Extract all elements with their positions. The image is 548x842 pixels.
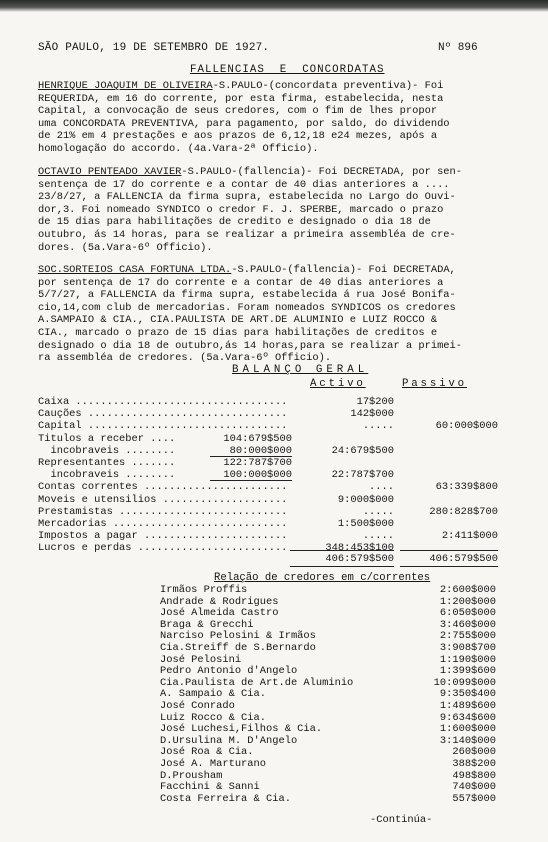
creditor-name: Costa Ferreira & Cia.	[160, 792, 291, 805]
creditor-value: 1:489$600	[439, 700, 496, 712]
balance-activo-value: .....	[362, 420, 394, 433]
creditor-name: Cia.Paulista de Art.de Aluminio	[160, 676, 354, 689]
balance-passivo-value: 2:411$000	[441, 530, 498, 543]
balance-activo-value: 17$200	[356, 396, 394, 408]
entry-line: 5/7/27, a FALLENCIA da firma supra, estabelecida á rua José Bonifa-	[38, 289, 456, 302]
balance-activo-value: .....	[362, 530, 394, 543]
balance-sum-rule-activo	[290, 550, 394, 551]
entry-line: cio,14,com club de mercadorias. Foram nomeados SYNDICOS os credores	[38, 301, 456, 314]
entry-line: de 21% em 4 prestações e aos prazos de 6,12,18 e24 mezes, após a	[38, 130, 438, 143]
balance-sum-rule-passivo	[400, 550, 498, 551]
balance-title: BALANÇO GERAL	[232, 364, 369, 376]
balance-row: Cauções ................................	[38, 408, 288, 421]
creditor-row	[160, 758, 496, 770]
creditor-name: José A. Marturano	[160, 758, 267, 770]
creditor-value: 740$000	[452, 781, 496, 794]
creditor-row	[160, 700, 496, 712]
balance-row: incobraveis ........	[38, 469, 176, 482]
balance-col-activo: Activo	[310, 378, 366, 390]
entry-line: CIA., marcado o prazo de 15 dias para habilitações de creditos e	[38, 326, 438, 339]
balance-total-activo: 406:579$500	[325, 553, 394, 565]
entry-line: -S.PAULO-(fallencia)- Foi DECRETADA,	[231, 264, 456, 276]
balance-row: Capital ................................	[38, 420, 288, 433]
entry-line: 23/8/27, a FALLENCIA da firma supra, estabelecida no Largo do Ouvi-	[38, 191, 456, 204]
creditor-row	[160, 654, 496, 666]
entry-line: outubro, ás 14 horas, para se realizar a primeira assembléa de cre-	[38, 228, 456, 241]
balance-row: Moveis e utensilios ....................	[38, 493, 288, 506]
creditor-value: 1:200$000	[439, 595, 496, 608]
creditor-value: 260$000	[452, 746, 496, 759]
creditor-name: D.Prousham	[160, 769, 223, 782]
creditor-value: 3:460$000	[439, 618, 496, 631]
balance-passivo-value: 280:828$700	[429, 505, 498, 518]
creditor-row	[160, 619, 496, 631]
creditor-value: 498$800	[452, 769, 496, 782]
balance-total-underline-activo	[290, 566, 394, 567]
entry-line: de 15 dias para habilitações de credito e designado o dia 18 de	[38, 216, 431, 229]
creditor-row	[160, 688, 496, 700]
creditor-value: 1:600$000	[439, 723, 496, 736]
balance-row: Representantes .......	[38, 457, 176, 469]
creditor-row	[160, 770, 496, 782]
balance-activo-value: 22:787$700	[331, 469, 394, 482]
header-number: Nº 896	[438, 42, 478, 54]
entry-line: uma CONCORDATA PREVENTIVA, para pagamento, por saldo, do dividendo	[38, 117, 450, 130]
creditor-row	[160, 665, 496, 677]
creditor-value: 10:099$000	[433, 676, 496, 689]
balance-row: incobraveis ........	[38, 444, 176, 457]
balance-activo-value: 142$000	[350, 408, 394, 421]
entry-line: REQUERIDA, em 16 do corrente, por esta firma, estabelecida, nesta	[38, 92, 444, 105]
entry-name: HENRIQUE JOAQUIM DE OLIVEIRA	[38, 80, 213, 92]
entry-octavio	[38, 166, 534, 254]
entry-line: por sentença de 17 do corrente e a contar de 40 dias anteriores a	[38, 276, 444, 289]
entry-line: -S.PAULO-(fallencia)- Foi DECRETADA, por sen-	[181, 166, 463, 178]
creditor-name: Pedro Antonio d'Angelo	[160, 665, 298, 678]
creditor-row	[160, 642, 496, 654]
creditor-name: Braga & Grecchi	[160, 618, 254, 631]
entry-line: homologação do accordo. (4a.Vara-2ª Officio).	[38, 142, 319, 155]
balance-activo-value: 1:500$000	[337, 518, 394, 530]
creditor-value: 2:755$000	[439, 630, 496, 643]
creditor-value: 557$000	[452, 792, 496, 805]
entry-line: designado o dia 18 de outubro,ás 14 horas,para se realizar a primei-	[38, 339, 463, 352]
creditor-value: 2:600$000	[439, 584, 496, 596]
balance-subvalue: 122:787$700	[223, 457, 292, 469]
balance-passivo-value: 63:339$800	[435, 481, 498, 494]
creditor-value: 388$200	[452, 758, 496, 770]
creditor-name: Luiz Rocco & Cia.	[160, 711, 267, 724]
balance-subvalue: 104:679$500	[223, 432, 292, 445]
creditor-name: José Conrado	[160, 700, 235, 712]
creditor-row	[160, 781, 496, 793]
continua-note: -Continúa-	[370, 814, 433, 826]
creditor-row	[160, 596, 496, 608]
entry-line: dores. (5a.Vara-6º Officio).	[38, 241, 213, 254]
entry-soc-sorteios	[38, 264, 534, 365]
creditor-row	[160, 630, 496, 642]
balance-row: Mercadorias ............................	[38, 518, 288, 530]
balance-activo-value: 24:679$500	[331, 444, 394, 457]
balance-activo-value: 348:453$100	[325, 542, 394, 555]
entry-line: dor,3. Foi nomeado SYNDICO o credor F. J. SPERBE, marcado o prazo	[38, 203, 444, 216]
balance-row: Contas correntes .......................	[38, 481, 288, 494]
entry-line: sentença de 17 do corrente e a contar de 40 dias anteriores a ....	[38, 178, 450, 191]
entry-line: A.SAMPAIO & CIA., CIA.PAULISTA DE ART.DE ALUMINIO e LUIZ ROCCO &	[38, 314, 438, 327]
creditor-name: Cia.Streiff de S.Bernardo	[160, 642, 316, 654]
balance-row: Caixa ..................................	[38, 396, 288, 408]
creditor-name: Narciso Pelosini & Irmãos	[160, 630, 316, 643]
creditor-value: 3:908$700	[439, 642, 496, 654]
creditor-row	[160, 677, 496, 689]
creditor-name: Andrade & Rodrigues	[160, 595, 279, 608]
creditor-value: 1:399$600	[439, 665, 496, 678]
scan-top-border	[0, 0, 548, 12]
creditor-name: A. Sampaio & Cia.	[160, 688, 267, 701]
creditor-name: José Almeida Castro	[160, 607, 279, 620]
balance-row: Lucros e perdas ........................	[38, 542, 288, 555]
creditor-row	[160, 607, 496, 619]
section-title: FALLENCIAS E CONCORDATAS	[190, 64, 385, 76]
creditor-value: 3:140$000	[439, 734, 496, 747]
creditors-title: Relação de credores em c/correntes	[214, 572, 431, 584]
balance-col-passivo: Passivo	[402, 378, 467, 390]
balance-total-underline-passivo	[400, 566, 498, 567]
balance-subvalue: 100:000$000	[223, 469, 292, 482]
creditor-name: Facchini & Sanni	[160, 781, 260, 794]
creditor-row	[160, 712, 496, 724]
entry-henrique	[38, 80, 534, 156]
balance-activo-value: ....	[369, 481, 394, 494]
creditor-row	[160, 793, 496, 805]
entry-line: ra assembléa de credores. (5a.Vara-6º Officio).	[38, 352, 332, 365]
balance-row: Prestamistas ...........................	[38, 505, 288, 518]
entry-name: SOC.SORTEIOS CASA FORTUNA LTDA.	[38, 264, 232, 276]
entry-name: OCTAVIO PENTEADO XAVIER	[38, 166, 182, 178]
creditor-row	[160, 746, 496, 758]
creditor-name: D.Ursulina M. D'Angelo	[160, 734, 298, 747]
balance-row: Impostos a pagar .......................	[38, 530, 288, 543]
creditor-value: 9:350$400	[439, 688, 496, 701]
entry-line: -S.PAULO-(concordata preventiva)- Foi	[212, 80, 444, 92]
creditor-row	[160, 584, 496, 596]
balance-total-passivo: 406:579$500	[429, 553, 498, 565]
creditor-name: José Roa & Cia.	[160, 746, 254, 759]
creditor-name: José Luchesi,Filhos & Cia.	[160, 723, 323, 736]
balance-activo-value: .....	[362, 505, 394, 518]
creditor-row	[160, 723, 496, 735]
balance-passivo-value: 60:000$000	[435, 420, 498, 433]
creditor-name: José Pelosini	[160, 653, 242, 666]
creditor-name: Irmãos Proffis	[160, 584, 248, 596]
creditor-value: 6:050$000	[439, 607, 496, 620]
entry-line: Capital, a convocação de seus credores, com o fim de lhes propor	[38, 105, 438, 118]
creditor-value: 9:634$600	[439, 711, 496, 724]
creditor-row	[160, 735, 496, 747]
header-date: SÃO PAULO, 19 DE SETEMBRO DE 1927.	[38, 42, 270, 54]
balance-subvalue: 80:000$000	[229, 444, 292, 457]
balance-row: Titulos a receber ....	[38, 432, 176, 445]
creditor-value: 1:190$000	[439, 653, 496, 666]
balance-activo-value: 9:000$000	[337, 493, 394, 506]
